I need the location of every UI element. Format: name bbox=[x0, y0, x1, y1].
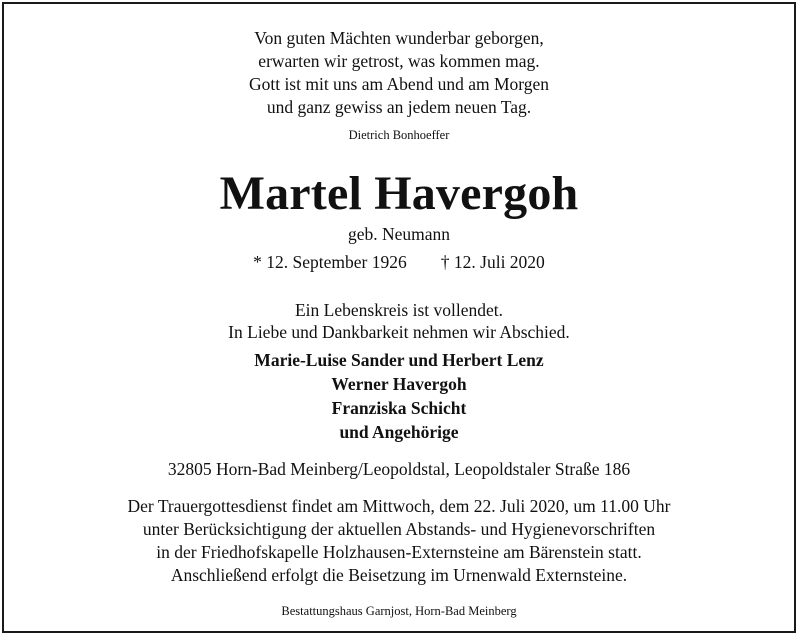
life-dates bbox=[4, 254, 794, 272]
birth-name: geb. Neumann bbox=[347, 224, 451, 244]
poem-line: Gott ist mit uns am Abend und am Morgen bbox=[248, 74, 550, 94]
mourner-name: und Angehörige bbox=[339, 422, 459, 442]
deceased-name: Martel Havergoh bbox=[219, 167, 579, 220]
mourner-name: Werner Havergoh bbox=[331, 374, 467, 394]
poem-author: Dietrich Bonhoeffer bbox=[348, 128, 450, 142]
mourner-name: Marie-Luise Sander und Herbert Lenz bbox=[254, 350, 544, 370]
poem-line: erwarten wir getrost, was kommen mag. bbox=[258, 51, 540, 71]
poem-line: Von guten Mächten wunderbar geborgen, bbox=[254, 28, 544, 48]
mourner-name: Franziska Schicht bbox=[331, 398, 467, 418]
service-line: unter Berücksichtigung der aktuellen Abstands- und Hygienevorschriften bbox=[142, 519, 656, 539]
birth-date: * 12. September 1926 bbox=[253, 252, 407, 272]
service-line: in der Friedhofskapelle Holzhausen-Externsteine am Bärenstein statt. bbox=[156, 542, 642, 562]
death-date: † 12. Juli 2020 bbox=[440, 252, 545, 272]
service-line: Anschließend erfolgt die Beisetzung im Urnenwald Externsteine. bbox=[170, 565, 628, 585]
farewell-line: In Liebe und Dankbarkeit nehmen wir Abschied. bbox=[228, 322, 570, 342]
funeral-home: Bestattungshaus Garnjost, Horn-Bad Meinberg bbox=[281, 604, 517, 618]
poem-line: und ganz gewiss an jedem neuen Tag. bbox=[266, 97, 532, 117]
obituary-notice bbox=[2, 2, 796, 633]
family-address: 32805 Horn-Bad Meinberg/Leopoldstal, Leopoldstaler Straße 186 bbox=[167, 459, 631, 479]
farewell-line: Ein Lebenskreis ist vollendet. bbox=[294, 300, 503, 320]
service-line: Der Trauergottesdienst findet am Mittwoch, dem 22. Juli 2020, um 11.00 Uhr bbox=[127, 496, 671, 516]
